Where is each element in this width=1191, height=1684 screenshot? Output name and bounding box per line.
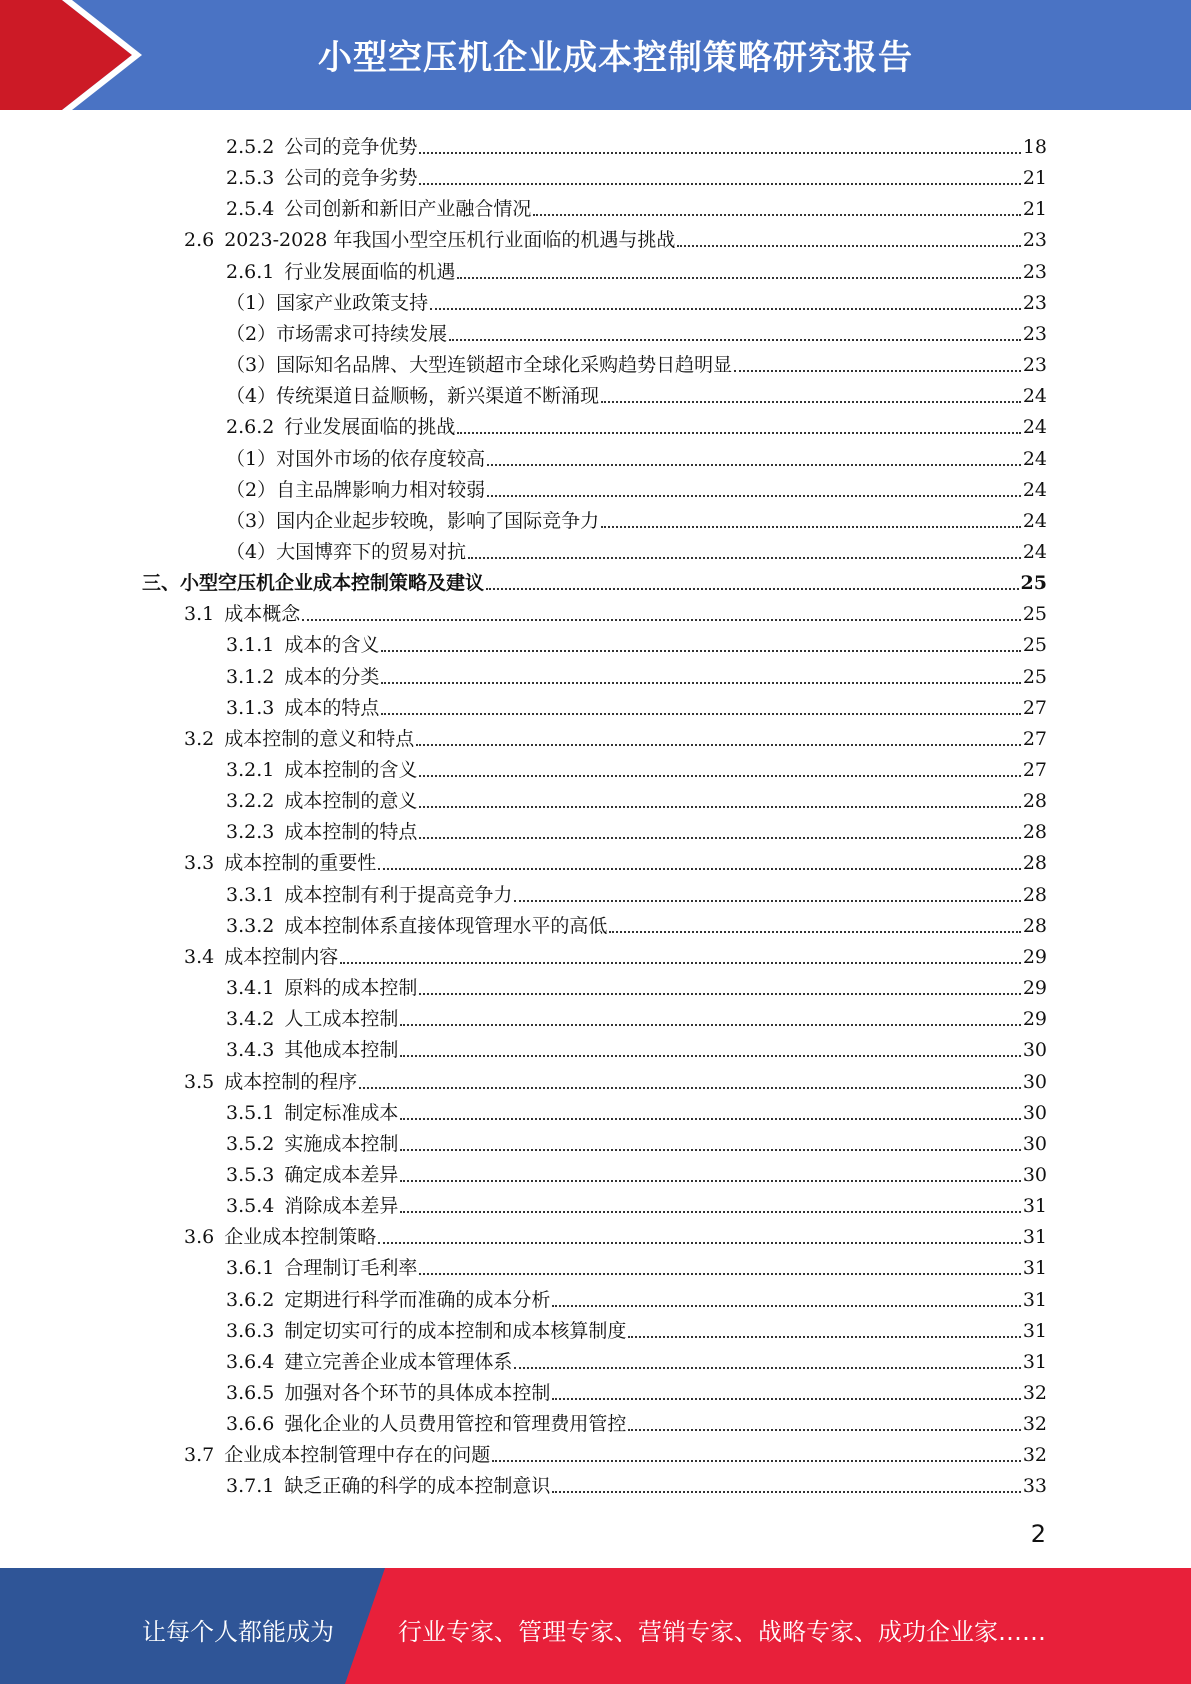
toc-entry-label: 大国博弈下的贸易对抗 (276, 540, 467, 563)
toc-entry-label: 国内企业起步较晚，影响了国际竞争力 (276, 509, 600, 532)
toc-entry-label: 强化企业的人员费用管控和管理费用管控 (284, 1413, 627, 1436)
toc-entry[interactable] (142, 564, 1047, 595)
toc-entry-number: 2.6 (184, 229, 215, 252)
toc-entry-label: 国家产业政策支持 (276, 291, 429, 314)
page-number: 2 (1030, 1520, 1046, 1548)
toc-entry[interactable] (226, 1281, 1047, 1312)
toc-entry-label: 公司创新和新旧产业融合情况 (284, 198, 532, 221)
toc-entry-title (184, 945, 338, 969)
toc-dot-leader (340, 961, 1021, 964)
toc-entry-page: 23 (1022, 229, 1047, 252)
toc-entry-title (226, 1319, 626, 1343)
toc-entry[interactable] (226, 626, 1047, 657)
toc-entry-number: 3.5.1 (226, 1101, 275, 1124)
toc-entry-number: 2.6.2 (226, 416, 275, 439)
toc-entry-title (226, 322, 447, 346)
toc-entry-label: 行业发展面临的机遇 (284, 260, 456, 283)
toc-entry-label: 企业成本控制策略 (224, 1226, 377, 1249)
toc-dot-leader (601, 400, 1021, 403)
toc-entry-number: 2.6.1 (226, 260, 275, 283)
toc-entry-label: 2023-2028 年我国小型空压机行业面临的机遇与挑战 (224, 229, 676, 252)
footer-slogan-left: 让每个人都能成为 (142, 1618, 334, 1646)
toc-entry-title (184, 1443, 490, 1467)
toc-entry-title (184, 851, 376, 875)
toc-entry-label: 成本概念 (224, 603, 301, 626)
toc-entry[interactable] (226, 1343, 1047, 1374)
toc-dot-leader (400, 1023, 1020, 1026)
toc-entry-page: 31 (1022, 1195, 1047, 1218)
toc-entry[interactable] (226, 1405, 1047, 1436)
toc-dot-leader (302, 618, 1021, 621)
toc-entry-title (226, 1474, 550, 1498)
toc-dot-leader (514, 1366, 1020, 1369)
toc-entry-label: 自主品牌影响力相对较弱 (276, 478, 486, 501)
toc-entry[interactable] (226, 969, 1047, 1000)
toc-entry-label: 成本控制的意义和特点 (224, 727, 415, 750)
toc-entry[interactable] (184, 221, 1047, 252)
toc-dot-leader (400, 1179, 1020, 1182)
toc-entry[interactable] (184, 1063, 1047, 1094)
toc-entry-title (226, 1038, 398, 1062)
toc-entry-page: 29 (1022, 945, 1047, 968)
toc-dot-leader (492, 1459, 1021, 1462)
toc-entry-page: 24 (1022, 540, 1047, 563)
toc-entry[interactable] (226, 813, 1047, 844)
toc-entry[interactable] (226, 907, 1047, 938)
toc-entry-label: 成本控制有利于提高竞争力 (284, 883, 513, 906)
toc-entry-page: 32 (1022, 1444, 1047, 1467)
toc-dot-leader (381, 712, 1020, 715)
toc-entry-number: 2.5.4 (226, 198, 275, 221)
toc-entry-number: 3.6 (184, 1226, 215, 1249)
toc-dot-leader (419, 182, 1020, 185)
toc-entry-title (226, 976, 417, 1000)
toc-entry-title (226, 633, 379, 657)
toc-entry[interactable] (226, 159, 1047, 190)
toc-entry-title (226, 1256, 417, 1280)
toc-dot-leader (609, 930, 1020, 933)
toc-entry[interactable] (226, 876, 1047, 907)
toc-entry-number: 3.5.2 (226, 1132, 275, 1155)
toc-dot-leader (430, 307, 1021, 310)
toc-entry-number: 3.2.1 (226, 759, 275, 781)
toc-entry[interactable] (184, 938, 1047, 969)
toc-entry-page: 30 (1022, 1101, 1047, 1124)
toc-entry-number: 3.4.2 (226, 1008, 275, 1031)
toc-dot-leader (419, 836, 1020, 839)
toc-entry-number: （2） (226, 478, 277, 501)
toc-entry-label: 企业成本控制管理中存在的问题 (224, 1444, 491, 1467)
toc-dot-leader (381, 681, 1020, 684)
toc-entry-number: 3.6.3 (226, 1319, 275, 1342)
toc-entry-number: 3.4.1 (226, 977, 275, 1000)
toc-entry-number: 3.1.2 (226, 665, 275, 688)
page-footer (0, 1568, 1191, 1684)
toc-entry-number: （3） (226, 354, 277, 377)
toc-entry-number: 3.2.2 (226, 790, 275, 813)
toc-entry-label: 成本控制体系直接体现管理水平的高低 (284, 914, 608, 937)
toc-entry[interactable] (226, 346, 1047, 377)
toc-dot-leader (552, 1490, 1020, 1493)
toc-dot-leader (400, 1054, 1020, 1057)
toc-entry-page: 30 (1022, 1070, 1047, 1093)
toc-entry-number: （4） (226, 385, 277, 408)
toc-entry-page: 32 (1022, 1382, 1047, 1404)
toc-dot-leader (419, 774, 1020, 777)
toc-entry-title (226, 166, 417, 190)
toc-entry-title (226, 1381, 550, 1405)
toc-entry-number: 3.2 (184, 727, 215, 750)
toc-entry-number: 3.1.1 (226, 634, 275, 657)
toc-entry-label: 成本控制的意义 (284, 790, 418, 813)
toc-entry-label: 市场需求可持续发展 (276, 322, 448, 345)
toc-entry[interactable] (226, 253, 1047, 284)
toc-entry-page: 23 (1022, 260, 1047, 283)
toc-entry[interactable] (226, 377, 1047, 408)
footer-slogan-right: 行业专家、管理专家、营销专家、战略专家、成功企业家…… (398, 1618, 1046, 1646)
toc-entry-title (226, 447, 485, 471)
toc-dot-leader (359, 1086, 1021, 1089)
toc-entry-title (184, 1070, 357, 1094)
toc-entry-title (226, 883, 512, 907)
toc-entry-page: 18 (1022, 136, 1047, 158)
toc-entry-page: 33 (1022, 1475, 1047, 1498)
toc-entry-title (226, 478, 485, 502)
toc-entry-label: 其他成本控制 (284, 1039, 399, 1062)
toc-entry-page: 30 (1022, 1163, 1047, 1186)
toc-entry[interactable] (226, 751, 1047, 782)
toc-entry[interactable] (226, 440, 1047, 471)
toc-entry-title (226, 820, 417, 844)
toc-entry-number: 3.5 (184, 1070, 215, 1093)
toc-entry[interactable] (226, 782, 1047, 813)
toc-entry[interactable] (226, 471, 1047, 502)
toc-entry-number: 3.1 (184, 603, 215, 626)
toc-dot-leader (457, 431, 1020, 434)
toc-entry-number: 3.4 (184, 945, 215, 968)
toc-entry-title (226, 509, 599, 533)
toc-entry-page: 28 (1022, 914, 1047, 937)
toc-entry[interactable] (226, 1312, 1047, 1343)
toc-entry-page: 23 (1022, 291, 1047, 314)
toc-entry-number: 3.6.1 (226, 1257, 275, 1280)
toc-entry[interactable] (226, 689, 1047, 720)
toc-dot-leader (419, 992, 1020, 995)
toc-entry-label: 人工成本控制 (284, 1008, 399, 1031)
toc-entry-label: 制定切实可行的成本控制和成本核算制度 (284, 1319, 627, 1342)
toc-entry-title (226, 665, 379, 689)
toc-entry-page: 24 (1022, 509, 1047, 532)
toc-entry[interactable] (184, 720, 1047, 751)
toc-entry-label: 加强对各个环节的具体成本控制 (284, 1382, 551, 1404)
toc-entry-label: 合理制订毛利率 (284, 1257, 418, 1280)
toc-dot-leader (378, 867, 1021, 870)
toc-entry[interactable] (226, 1031, 1047, 1062)
toc-entry-number: 3.3.1 (226, 883, 275, 906)
toc-dot-leader (419, 151, 1020, 154)
toc-dot-leader (601, 525, 1021, 528)
toc-entry-page: 24 (1022, 447, 1047, 470)
toc-entry[interactable] (226, 1187, 1047, 1218)
toc-entry-number: 3.6.6 (226, 1413, 275, 1436)
toc-entry-page: 31 (1022, 1319, 1047, 1342)
toc-entry-title (142, 571, 484, 595)
toc-entry-title (184, 1225, 376, 1249)
toc-entry-number: 3.6.2 (226, 1288, 275, 1311)
toc-dot-leader (457, 276, 1020, 279)
toc-entry-number: （2） (226, 322, 277, 345)
toc-entry-page: 24 (1022, 416, 1047, 439)
toc-entry-title (226, 1412, 626, 1436)
toc-entry-title (226, 914, 607, 938)
toc-entry-label: 定期进行科学而准确的成本分析 (284, 1288, 551, 1311)
toc-dot-leader (400, 1117, 1020, 1120)
toc-entry-page: 31 (1022, 1288, 1047, 1311)
toc-entry[interactable] (184, 1218, 1047, 1249)
toc-entry-number: 2.5.3 (226, 167, 275, 190)
toc-entry[interactable] (226, 1156, 1047, 1187)
toc-entry-label: 成本控制内容 (224, 945, 339, 968)
toc-dot-leader (468, 556, 1021, 559)
toc-entry-page: 25 (1022, 634, 1047, 657)
toc-entry[interactable] (226, 1125, 1047, 1156)
toc-entry-title (226, 1163, 398, 1187)
toc-entry[interactable] (226, 1000, 1047, 1031)
toc-entry-page: 24 (1022, 385, 1047, 408)
toc-entry-page: 25 (1020, 572, 1047, 595)
toc-dot-leader (487, 463, 1021, 466)
toc-entry-number: 2.5.2 (226, 136, 275, 158)
toc-entry-title (226, 1101, 398, 1125)
toc-entry-number: 3.1.3 (226, 696, 275, 719)
toc-entry-page: 30 (1022, 1039, 1047, 1062)
toc-entry-number: 3.6.4 (226, 1350, 275, 1373)
toc-entry-label: 国际知名品牌、大型连锁超市全球化采购趋势日趋明显 (276, 354, 733, 377)
toc-entry-title (226, 696, 379, 720)
toc-entry-title (226, 789, 417, 813)
toc-entry-title (226, 384, 599, 408)
toc-entry-title (226, 758, 417, 782)
page-header (0, 0, 1191, 110)
toc-entry-title (226, 135, 417, 159)
toc-entry-title (226, 291, 428, 315)
toc-dot-leader (486, 587, 1019, 590)
toc-entry-number: （4） (226, 540, 277, 563)
toc-entry[interactable] (226, 284, 1047, 315)
toc-entry-label: 成本控制的特点 (284, 821, 418, 844)
toc-entry-page: 31 (1022, 1350, 1047, 1373)
toc-dot-leader (416, 743, 1021, 746)
toc-entry-label: 成本的特点 (284, 696, 380, 719)
toc-entry-title (226, 260, 455, 284)
toc-dot-leader (734, 369, 1021, 372)
toc-entry-title (226, 1194, 398, 1218)
toc-entry[interactable] (226, 1094, 1047, 1125)
toc-entry-label: 成本控制的程序 (224, 1070, 358, 1093)
toc-entry-title (184, 727, 414, 751)
toc-entry[interactable] (184, 595, 1047, 626)
toc-entry[interactable] (226, 408, 1047, 439)
toc-entry-number: 三、 (142, 572, 181, 595)
toc-entry-page: 27 (1022, 696, 1047, 719)
toc-entry-page: 27 (1022, 759, 1047, 781)
toc-entry-label: 建立完善企业成本管理体系 (284, 1350, 513, 1373)
toc-entry-page: 32 (1022, 1413, 1047, 1436)
toc-entry-page: 23 (1022, 322, 1047, 345)
toc-entry-label: 成本控制的重要性 (224, 852, 377, 875)
toc-entry-page: 25 (1022, 665, 1047, 688)
toc-entry-title (226, 415, 455, 439)
toc-dot-leader (400, 1148, 1020, 1151)
toc-dot-leader (628, 1335, 1020, 1338)
toc-entry-label: 确定成本差异 (284, 1163, 399, 1186)
toc-entry-label: 成本的含义 (284, 634, 380, 657)
toc-entry-label: 消除成本差异 (284, 1195, 399, 1218)
toc-entry-page: 28 (1022, 790, 1047, 813)
toc-entry[interactable] (226, 315, 1047, 346)
toc-entry[interactable] (226, 190, 1047, 221)
toc-entry[interactable] (184, 1436, 1047, 1467)
toc-entry[interactable] (226, 1467, 1047, 1498)
toc-entry-page: 28 (1022, 852, 1047, 875)
toc-entry-label: 传统渠道日益顺畅，新兴渠道不断涌现 (276, 385, 600, 408)
toc-dot-leader (552, 1304, 1020, 1307)
toc-entry-label: 缺乏正确的科学的成本控制意识 (284, 1475, 551, 1498)
toc-entry-number: 3.3.2 (226, 914, 275, 937)
toc-entry[interactable] (226, 1374, 1047, 1405)
toc-entry-number: 3.5.4 (226, 1195, 275, 1218)
toc-entry-number: （1） (226, 447, 277, 470)
toc-entry-page: 27 (1022, 727, 1047, 750)
toc-entry-label: 公司的竞争劣势 (284, 167, 418, 190)
toc-dot-leader (419, 805, 1020, 808)
toc-entry-title (226, 197, 531, 221)
toc-dot-leader (378, 1241, 1021, 1244)
toc-entry[interactable] (226, 533, 1047, 564)
report-title: 小型空压机企业成本控制策略研究报告 (318, 38, 913, 78)
toc-entry-label: 成本控制的含义 (284, 759, 418, 781)
toc-entry-page: 24 (1022, 478, 1047, 501)
toc-entry-page: 31 (1022, 1257, 1047, 1280)
toc-dot-leader (552, 1397, 1020, 1400)
toc-dot-leader (400, 1210, 1020, 1213)
toc-dot-leader (533, 213, 1020, 216)
toc-entry[interactable] (226, 502, 1047, 533)
toc-entry-number: （1） (226, 291, 277, 314)
toc-entry-number: 3.2.3 (226, 821, 275, 844)
toc-dot-leader (381, 649, 1020, 652)
toc-dot-leader (628, 1428, 1020, 1431)
toc-entry-title (226, 1288, 550, 1312)
toc-entry-label: 小型空压机企业成本控制策略及建议 (180, 572, 485, 595)
toc-entry-label: 公司的竞争优势 (284, 136, 418, 158)
toc-entry-title (226, 1350, 512, 1374)
toc-entry-number: 3.4.3 (226, 1039, 275, 1062)
toc-entry-title (184, 228, 675, 252)
toc-entry-page: 28 (1022, 821, 1047, 844)
toc-dot-leader (677, 244, 1020, 247)
toc-entry-label: 实施成本控制 (284, 1132, 399, 1155)
toc-entry-label: 对国外市场的依存度较高 (276, 447, 486, 470)
toc-dot-leader (514, 899, 1020, 902)
toc-dot-leader (419, 1272, 1020, 1275)
toc-entry[interactable] (226, 1249, 1047, 1280)
toc-entry[interactable] (184, 844, 1047, 875)
toc-entry-number: 3.6.5 (226, 1382, 275, 1404)
toc-entry-number: （3） (226, 509, 277, 532)
toc-dot-leader (449, 338, 1021, 341)
toc-entry-title (226, 1007, 398, 1031)
toc-entry-number: 3.3 (184, 852, 215, 875)
toc-entry-label: 成本的分类 (284, 665, 380, 688)
toc-entry-page: 23 (1022, 354, 1047, 377)
toc-entry-label: 原料的成本控制 (284, 977, 418, 1000)
toc-entry-page: 28 (1022, 883, 1047, 906)
toc-entry[interactable] (226, 658, 1047, 689)
toc-entry-title (226, 1132, 398, 1156)
toc-entry-number: 3.5.3 (226, 1163, 275, 1186)
toc-dot-leader (487, 494, 1021, 497)
toc-entry[interactable] (226, 128, 1047, 159)
toc-entry-title (226, 540, 466, 564)
toc-entry-page: 29 (1022, 977, 1047, 1000)
toc-entry-number: 3.7.1 (226, 1475, 275, 1498)
toc-entry-page: 29 (1022, 1008, 1047, 1031)
toc-entry-label: 行业发展面临的挑战 (284, 416, 456, 439)
toc-entry-page: 31 (1022, 1226, 1047, 1249)
toc-entry-page: 21 (1022, 198, 1047, 221)
toc-entry-label: 制定标准成本 (284, 1101, 399, 1124)
toc-entry-title (226, 353, 732, 377)
toc-entry-number: 3.7 (184, 1444, 215, 1467)
toc-entry-title (184, 602, 300, 626)
toc-entry-page: 30 (1022, 1132, 1047, 1155)
toc-entry-page: 25 (1022, 603, 1047, 626)
toc-entry-page: 21 (1022, 167, 1047, 190)
